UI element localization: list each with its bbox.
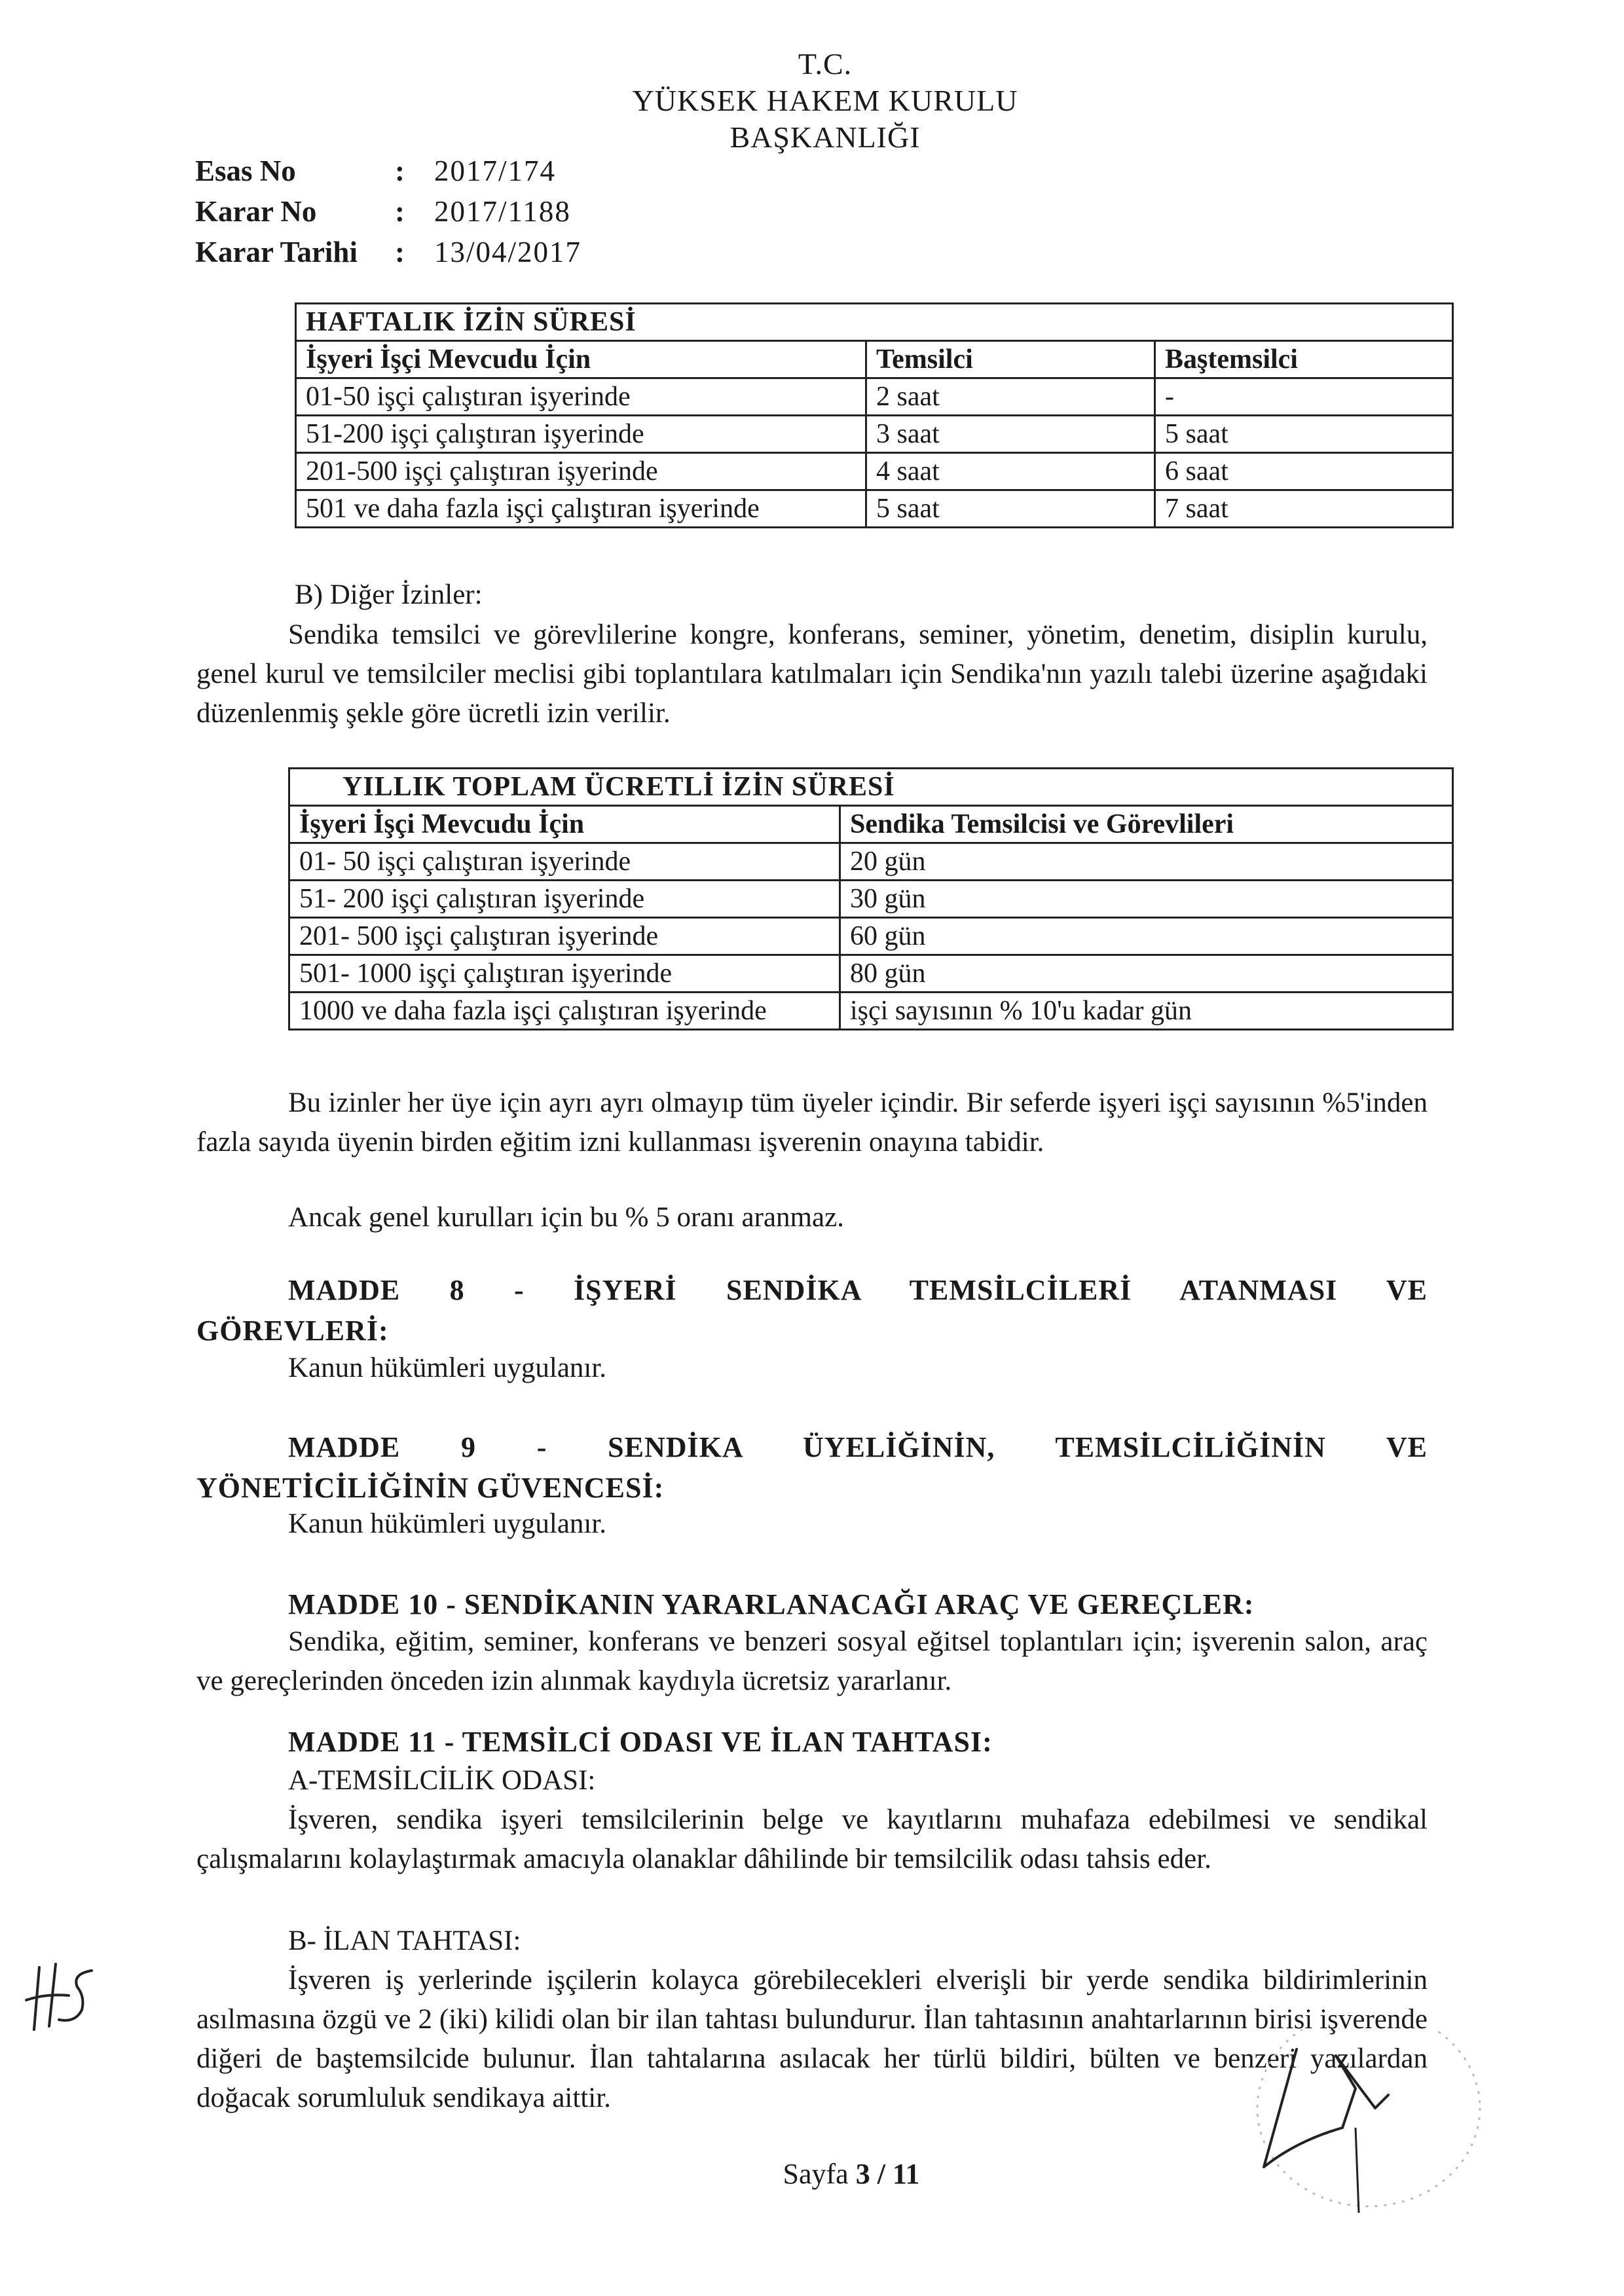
article-heading-line: YÖNETİCİLİĞİNİN GÜVENCESİ: (196, 1472, 665, 1504)
table-cell: 6 saat (1155, 453, 1453, 490)
meta-value: 13/04/2017 (434, 236, 582, 268)
table-row (289, 918, 1453, 955)
table-cell: 2 saat (866, 378, 1155, 416)
article-heading-line: MADDE 8 - İŞYERİ SENDİKA TEMSİLCİLERİ ATANMASI VE (288, 1274, 1428, 1306)
meta-value: 2017/1188 (434, 195, 571, 228)
table-cell: 501 ve daha fazla işçi çalıştıran işyerinde (296, 490, 866, 528)
table-cell: 1000 ve daha fazla işçi çalıştıran işyerinde (289, 993, 840, 1030)
table-cell: 4 saat (866, 453, 1155, 490)
table-title: YILLIK TOPLAM ÜCRETLİ İZİN SÜRESİ (289, 769, 1453, 806)
table-cell: - (1155, 378, 1453, 416)
section-b-text: Sendika temsilci ve görevlilerine kongre, konferans, seminer, yönetim, denetim, disiplin kurulu, genel kurul ve temsilciler meclisi gibi toplantılara katılmaları için Sendika'nın yazılı talebi üzerine aşağıdaki düzenlenmiş şekle göre ücretli izin verilir. (196, 619, 1428, 729)
leave-note-exception: Ancak genel kurulları için bu % 5 oranı aranmaz. (288, 1202, 844, 1233)
article-9-heading (196, 1427, 1428, 1508)
article-8-text: Kanun hükümleri uygulanır. (288, 1353, 607, 1383)
column-header: İşyeri İşçi Mevcudu İçin (289, 806, 840, 843)
meta-colon: : (395, 155, 405, 187)
table-header-row (296, 341, 1453, 378)
table-cell: 51-200 işçi çalıştıran işyerinde (296, 416, 866, 453)
table-cell: 80 gün (840, 955, 1453, 993)
article-8-heading (196, 1270, 1428, 1351)
page-number-prefix: Sayfa (783, 2158, 856, 2190)
table-title: HAFTALIK İZİN SÜRESİ (296, 304, 1453, 341)
meta-value: 2017/174 (434, 155, 557, 187)
table-cell: 60 gün (840, 918, 1453, 955)
table-row (296, 378, 1453, 416)
article-heading-line: GÖREVLERİ: (196, 1315, 389, 1347)
table-cell: 3 saat (866, 416, 1155, 453)
column-header: Baştemsilci (1155, 341, 1453, 378)
leave-note-paragraph: Bu izinler her üye için ayrı ayrı olmayıp tüm üyeler içindir. Bir seferde işyeri işçi sayısının %5'inden fazla sayıda üyenin birden eğitim izni kullanması işverenin onayına tabidir. (196, 1087, 1428, 1157)
meta-colon: : (395, 195, 405, 228)
meta-colon: : (395, 236, 405, 268)
article-10-text: Sendika, eğitim, seminer, konferans ve benzeri sosyal eğitsel toplantıları için; işverenin salon, araç ve gereçlerinden önceden izin alınmak kaydıyla ücretsiz yararlanır. (196, 1626, 1428, 1696)
article-9-text: Kanun hükümleri uygulanır. (288, 1508, 607, 1539)
table-cell: 01- 50 işçi çalıştıran işyerinde (289, 843, 840, 881)
table-cell: işçi sayısının % 10'u kadar gün (840, 993, 1453, 1030)
table-row (296, 490, 1453, 528)
column-header: Sendika Temsilcisi ve Görevlileri (840, 806, 1453, 843)
table-cell: 30 gün (840, 881, 1453, 918)
table-row (296, 453, 1453, 490)
table-title-row (289, 769, 1453, 806)
table-row (289, 993, 1453, 1030)
document-header (589, 46, 1061, 156)
page-number (720, 2157, 982, 2191)
table-title-row (296, 304, 1453, 341)
table-cell: 201- 500 işçi çalıştıran işyerinde (289, 918, 840, 955)
column-header: İşyeri İşçi Mevcudu İçin (296, 341, 866, 378)
article-11-heading: MADDE 11 - TEMSİLCİ ODASI VE İLAN TAHTASI: (288, 1726, 993, 1758)
table-row (289, 843, 1453, 881)
meta-row-karar (195, 191, 581, 232)
meta-label: Karar Tarihi (195, 236, 358, 268)
section-b-title: B) Diğer İzinler: (295, 579, 483, 610)
table-cell: 7 saat (1155, 490, 1453, 528)
article-11-subheading-b: B- İLAN TAHTASI: (288, 1925, 521, 1956)
table-row (289, 955, 1453, 993)
case-metadata (195, 151, 581, 272)
article-11-text-b: İşveren iş yerlerinde işçilerin kolayca görebilecekleri elverişli bir yerde sendika bildirimlerinin asılmasına özgü ve 2 (iki) kilidi olan bir ilan tahtası bulundurur. İlan tahtasının anahtarlarının birisi işverende diğeri de baştemsilcide bulunur. İlan tahtalarına asılacak her türlü bildiri, bülten ve benzeri yazılardan doğacak sorumluluk sendikaya aittir. (196, 1965, 1428, 2113)
table-row (296, 416, 1453, 453)
weekly-leave-table (295, 302, 1454, 528)
meta-label: Esas No (195, 155, 296, 187)
table-header-row (289, 806, 1453, 843)
table-cell: 5 saat (866, 490, 1155, 528)
article-heading-line: MADDE 9 - SENDİKA ÜYELİĞİNİN, TEMSİLCİLİĞİNİN VE (288, 1431, 1428, 1463)
article-11-text-a: İşveren, sendika işyeri temsilcilerinin belge ve kayıtlarını muhafaza edebilmesi ve sendikal çalışmalarını kolaylaştırmak amacıyla olanaklar dâhilinde bir temsilcilik odası tahsis eder. (196, 1804, 1428, 1874)
column-header: Temsilci (866, 341, 1155, 378)
table-cell: 51- 200 işçi çalıştıran işyerinde (289, 881, 840, 918)
annual-leave-table (288, 767, 1454, 1030)
header-office: BAŞKANLIĞI (729, 120, 921, 154)
table-row (289, 881, 1453, 918)
header-institution: YÜKSEK HAKEM KURULU (632, 84, 1018, 117)
article-10-heading: MADDE 10 - SENDİKANIN YARARLANACAĞI ARAÇ VE GEREÇLER: (288, 1588, 1255, 1620)
handwritten-initials (20, 1958, 111, 2036)
signature-stamp (1218, 2030, 1493, 2226)
meta-row-tarih (195, 232, 581, 272)
table-cell: 201-500 işçi çalıştıran işyerinde (296, 453, 866, 490)
meta-row-esas (195, 151, 581, 191)
page-number-value: 3 / 11 (855, 2158, 920, 2190)
table-cell: 20 gün (840, 843, 1453, 881)
table-cell: 5 saat (1155, 416, 1453, 453)
table-cell: 01-50 işçi çalıştıran işyerinde (296, 378, 866, 416)
table-cell: 501- 1000 işçi çalıştıran işyerinde (289, 955, 840, 993)
article-11-subheading-a: A-TEMSİLCİLİK ODASI: (288, 1765, 596, 1796)
meta-label: Karar No (195, 195, 317, 228)
header-tc: T.C. (798, 47, 853, 81)
